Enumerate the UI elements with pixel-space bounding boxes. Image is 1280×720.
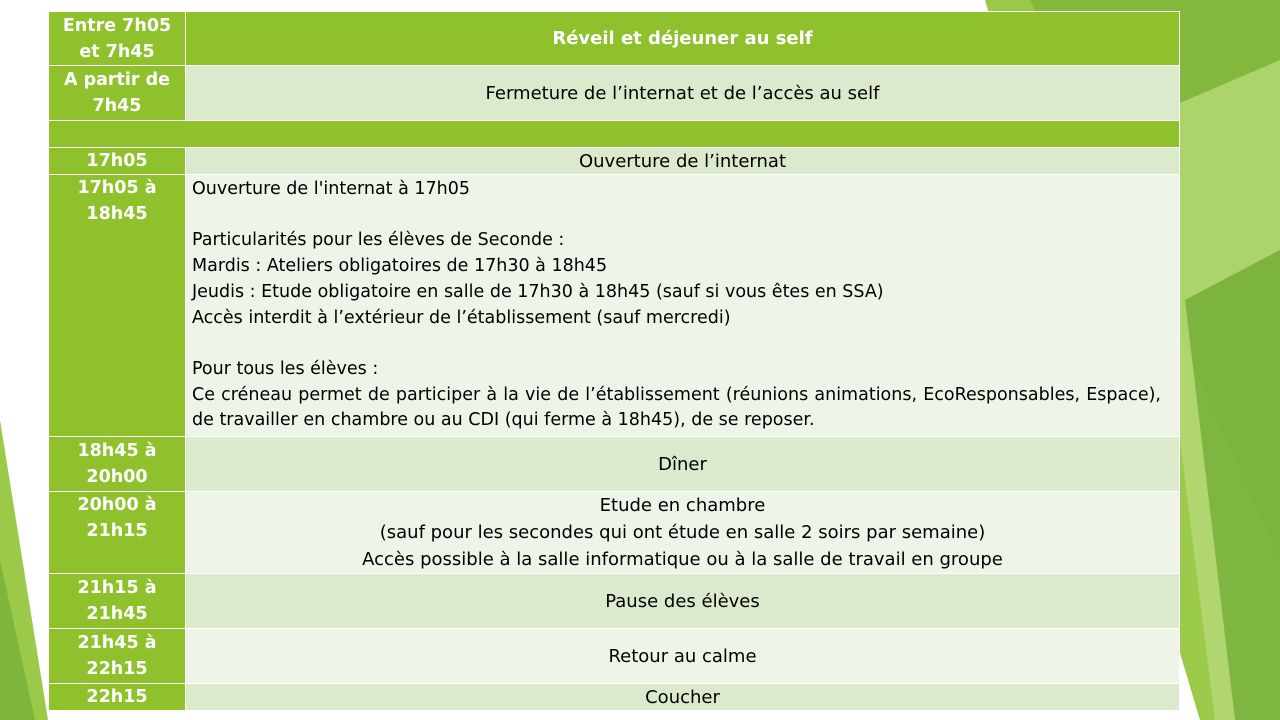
table-row xyxy=(49,148,1180,175)
time-cell xyxy=(49,148,186,175)
time-line: A partir de xyxy=(63,70,171,90)
boarding-schedule-table xyxy=(48,11,1180,711)
spacer-cell xyxy=(49,121,1180,148)
activity-cell: Fermeture de l’internat et de l’accès au self xyxy=(186,66,1180,121)
table-row xyxy=(49,175,1180,437)
all-students-text: Ce créneau permet de participer à la vie de l’établissement (réunions animations, EcoResponsables, Espace), de travailler en chambre ou au CDI (qui ferme à 18h45), de se reposer. xyxy=(192,384,1161,431)
activity-cell: Dîner xyxy=(186,437,1180,492)
activity-details-cell xyxy=(186,175,1180,437)
time-line: 20h00 xyxy=(86,467,148,487)
table-row xyxy=(49,437,1180,492)
time-line: 21h45 xyxy=(86,604,148,624)
time-line: 7h45 xyxy=(92,96,142,116)
time-line: 17h05 xyxy=(86,151,148,171)
activity-cell: Retour au calme xyxy=(186,629,1180,684)
time-line: 17h05 à xyxy=(77,178,157,198)
time-cell xyxy=(49,437,186,492)
table-row xyxy=(49,66,1180,121)
time-cell xyxy=(49,66,186,121)
activity-cell: Pause des élèves xyxy=(186,574,1180,629)
table-row xyxy=(49,574,1180,629)
time-cell xyxy=(49,12,186,66)
activity-cell xyxy=(186,492,1180,574)
time-cell xyxy=(49,629,186,684)
activity-cell: Coucher xyxy=(186,684,1180,711)
time-cell xyxy=(49,175,186,437)
table-row xyxy=(49,492,1180,574)
time-line: 20h00 à xyxy=(77,495,157,515)
time-cell xyxy=(49,574,186,629)
spacer-row xyxy=(49,121,1180,148)
table-row xyxy=(49,12,1180,66)
activity-cell: Réveil et déjeuner au self xyxy=(186,12,1180,66)
activity-line: Accès possible à la salle informatique ou à la salle de travail en groupe xyxy=(362,549,1003,570)
time-line: 21h15 à xyxy=(77,578,157,598)
seconde-line: Mardis : Ateliers obligatoires de 17h30 à 18h45 xyxy=(192,256,608,277)
time-line: Entre 7h05 xyxy=(62,15,172,36)
activity-cell: Ouverture de l’internat xyxy=(186,148,1180,175)
time-cell xyxy=(49,684,186,711)
activity-line: Etude en chambre xyxy=(599,495,766,516)
time-line: et 7h45 xyxy=(79,41,155,62)
time-line: 18h45 xyxy=(86,204,148,224)
table-row xyxy=(49,684,1180,711)
all-students-title: Pour tous les élèves : xyxy=(192,358,379,379)
time-line: 18h45 à xyxy=(77,441,157,461)
time-line: 22h15 xyxy=(86,659,148,679)
activity-line: (sauf pour les secondes qui ont étude en salle 2 soirs par semaine) xyxy=(379,522,986,543)
seconde-line: Accès interdit à l’extérieur de l’établissement (sauf mercredi) xyxy=(192,307,731,328)
time-cell xyxy=(49,492,186,574)
time-line: 22h15 xyxy=(86,687,148,707)
seconde-line: Jeudis : Etude obligatoire en salle de 17h30 à 18h45 (sauf si vous êtes en SSA) xyxy=(192,281,884,302)
seconde-title: Particularités pour les élèves de Seconde : xyxy=(192,230,565,251)
opening-text: Ouverture de l'internat à 17h05 xyxy=(192,179,471,199)
time-line: 21h45 à xyxy=(77,633,157,653)
table-row xyxy=(49,629,1180,684)
time-line: 21h15 xyxy=(86,521,148,541)
